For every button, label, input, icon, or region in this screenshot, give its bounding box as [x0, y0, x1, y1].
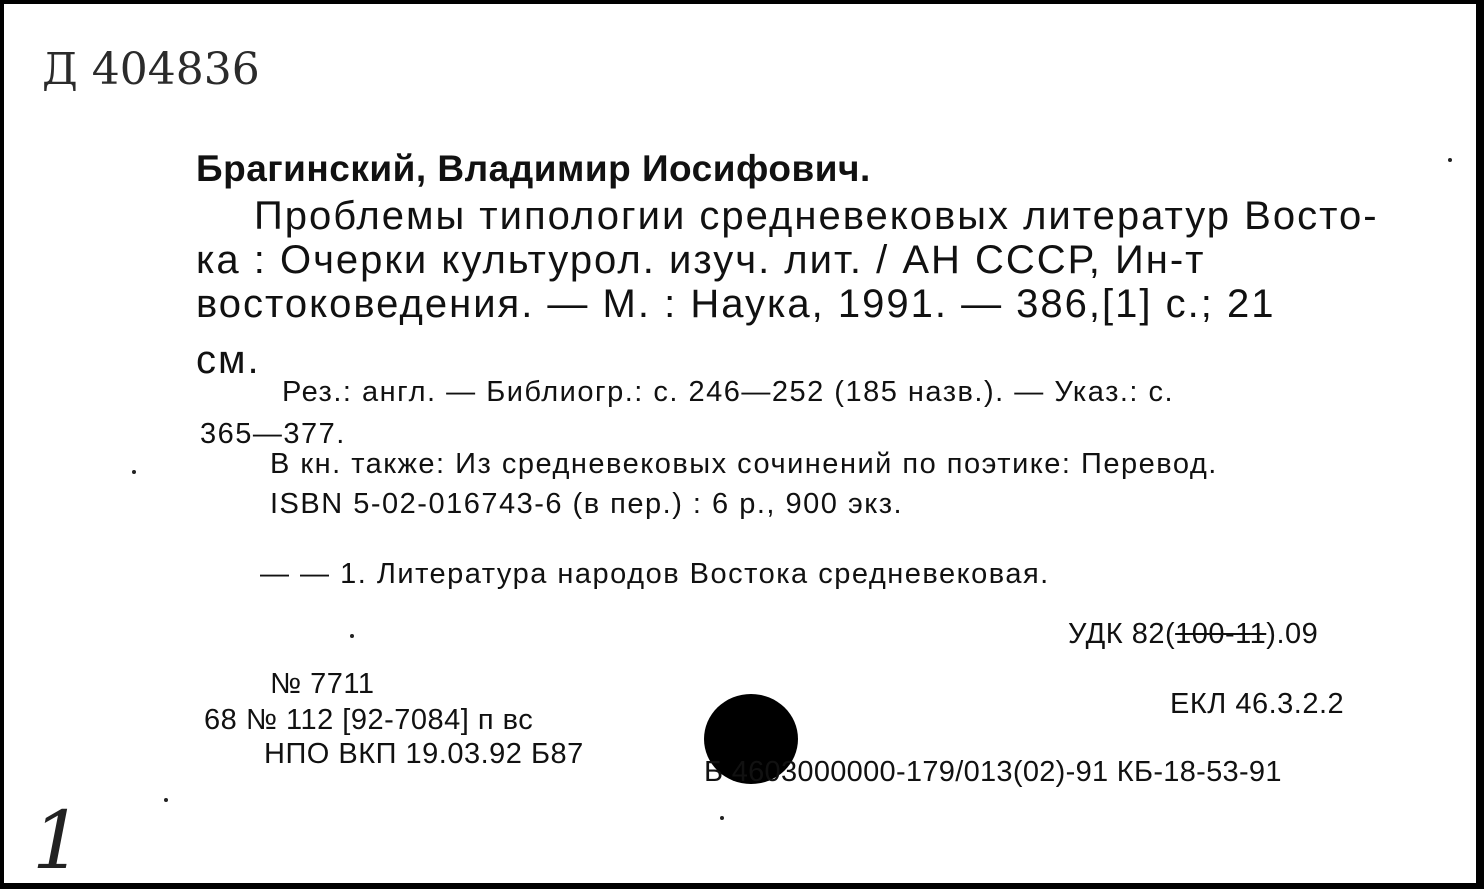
udk-code [1068, 618, 1318, 651]
udk-suffix: ).09 [1266, 618, 1319, 650]
udk-struck: 100-11 [1175, 618, 1267, 650]
speck-3 [164, 798, 168, 802]
speck-2 [350, 634, 354, 638]
speck-1 [132, 470, 136, 474]
summary-line-2: 365—377. [200, 418, 346, 450]
udk-prefix: УДК 82( [1068, 618, 1176, 650]
speck-5 [1448, 158, 1452, 162]
order-line: 68 № 112 [92-7084] п вс [204, 704, 534, 736]
catalog-card [4, 4, 1480, 887]
author-heading: Брагинский, Владимир Иосифович. [196, 148, 871, 189]
catalog-code: Б 4603000000-179/013(02)-91 КБ-18-53-91 [704, 756, 1282, 788]
handwritten-number: 1 [32, 794, 83, 887]
npo-line: НПО ВКП 19.03.92 Б87 [264, 738, 584, 770]
title-line-2: ка : Очерки культурол. изуч. лит. / АН СССР, Ин-т [196, 238, 1206, 282]
title-line-1: Проблемы типологии средневековых литератур Восто- [254, 194, 1379, 238]
speck-4 [720, 816, 724, 820]
summary-line-1: Рез.: англ. — Библиогр.: с. 246—252 (185 назв.). — Указ.: с. [282, 376, 1175, 408]
also-contains-line: В кн. также: Из средневековых сочинений по поэтике: Перевод. [270, 448, 1218, 480]
isbn-line: ISBN 5-02-016743-6 (в пер.) : 6 р., 900 экз. [270, 488, 904, 520]
title-line-3: востоковедения. — М. : Наука, 1991. — 386,[1] с.; 21 [196, 282, 1276, 326]
record-number: № 7711 [270, 668, 375, 700]
ekl-code: ЕКЛ 46.3.2.2 [1170, 688, 1345, 720]
title-line-4: см. [196, 338, 261, 382]
call-number: Д 404836 [42, 44, 260, 95]
subject-heading: — — 1. Литература народов Востока средневековая. [260, 558, 1050, 590]
